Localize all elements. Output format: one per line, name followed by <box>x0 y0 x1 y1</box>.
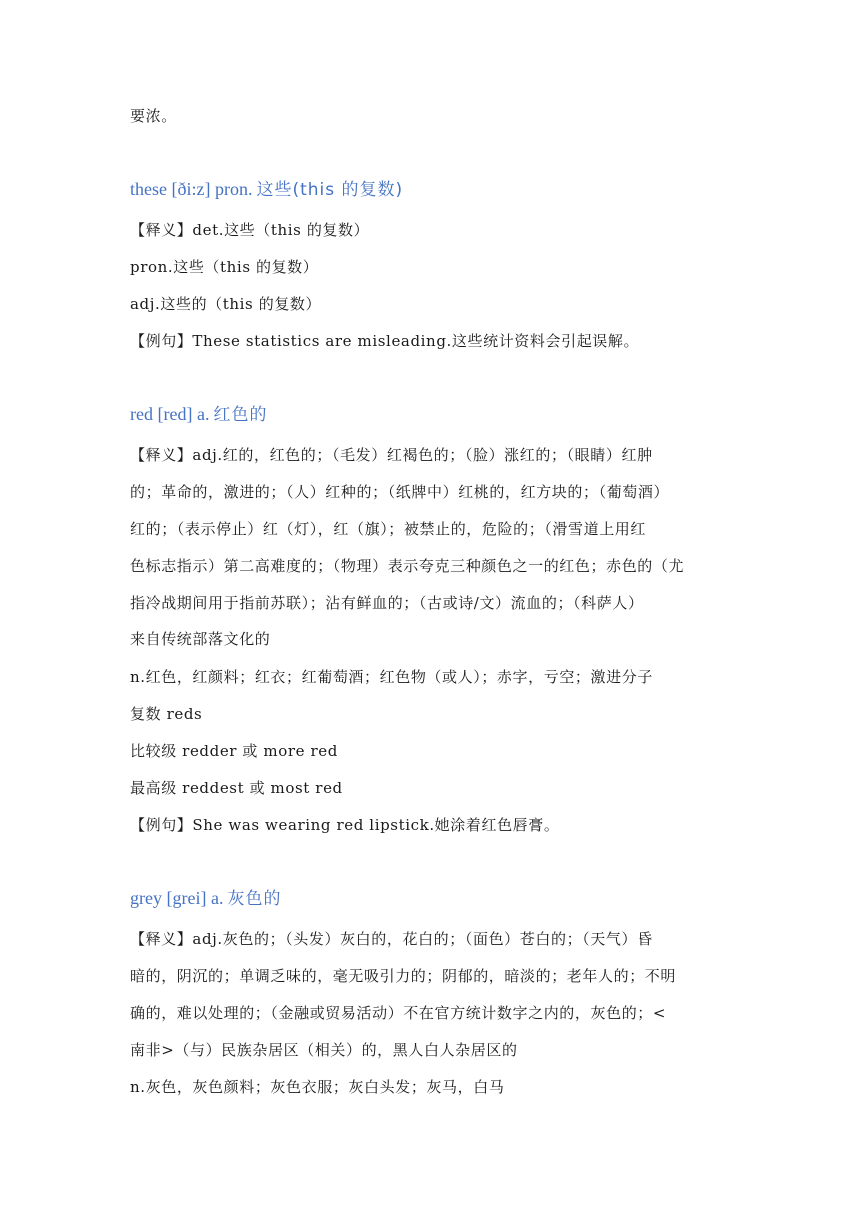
definition-line: 南非>（与）民族杂居区（相关）的，黑人白人杂居区的 <box>130 1041 518 1059</box>
definition-line: 最高级 reddest 或 most red <box>130 779 343 797</box>
definition-line: 色标志指示）第二高难度的；（物理）表示夸克三种颜色之一的红色；赤色的（尤 <box>130 557 685 575</box>
definition-line: 复数 reds <box>130 705 203 723</box>
example-line: 【例句】She was wearing red lipstick.她涂着红色唇膏。 <box>130 816 560 834</box>
definition-line: 暗的，阴沉的；单调乏味的，毫无吸引力的；阴郁的，暗淡的；老年人的；不明 <box>130 967 677 985</box>
entry-gloss: 灰色的 <box>227 889 282 909</box>
definition-line: adj.这些的（this 的复数） <box>130 295 322 313</box>
definition-line: n.灰色，灰色颜料；灰色衣服；灰白头发；灰马，白马 <box>130 1078 505 1096</box>
entry-headword: these [ði:z] pron. <box>130 179 253 199</box>
entry-heading-grey <box>130 886 281 911</box>
definition-line: n.红色，红颜料；红衣；红葡萄酒；红色物（或人）；赤字，亏空；激进分子 <box>130 668 653 686</box>
entry-gloss: 红色的 <box>213 405 268 425</box>
definition-line: 确的，难以处理的；（金融或贸易活动）不在官方统计数字之内的，灰色的；< <box>130 1004 667 1022</box>
definition-line: 来自传统部落文化的 <box>130 630 271 648</box>
entry-heading-red <box>130 402 267 427</box>
definition-line: 【释义】adj.红的，红色的；（毛发）红褐色的；（脸）涨红的；（眼睛）红肿 <box>130 446 653 464</box>
definition-line: 【释义】adj.灰色的；（头发）灰白的，花白的；（面色）苍白的；（天气）昏 <box>130 930 653 948</box>
entry-headword: red [red] a. <box>130 404 210 424</box>
definition-line: 的；革命的，激进的；（人）红种的；（纸牌中）红桃的，红方块的；（葡萄酒） <box>130 483 670 501</box>
continued-text: 要浓。 <box>130 107 177 125</box>
definition-line: 指冷战期间用于指前苏联）；沾有鲜血的；（古或诗/文）流血的；（科萨人） <box>130 594 644 612</box>
example-line: 【例句】These statistics are misleading.这些统计资料会引起误解。 <box>130 332 640 350</box>
definition-line: pron.这些（this 的复数） <box>130 258 319 276</box>
definition-line: 【释义】det.这些（this 的复数） <box>130 221 370 239</box>
entry-headword: grey [grei] a. <box>130 888 224 908</box>
definition-line: 比较级 redder 或 more red <box>130 742 338 760</box>
definition-line: 红的；（表示停止）红（灯），红（旗）；被禁止的，危险的；（滑雪道上用红 <box>130 520 647 538</box>
entry-heading-these <box>130 177 403 202</box>
entry-gloss: 这些(this 的复数) <box>256 180 404 200</box>
